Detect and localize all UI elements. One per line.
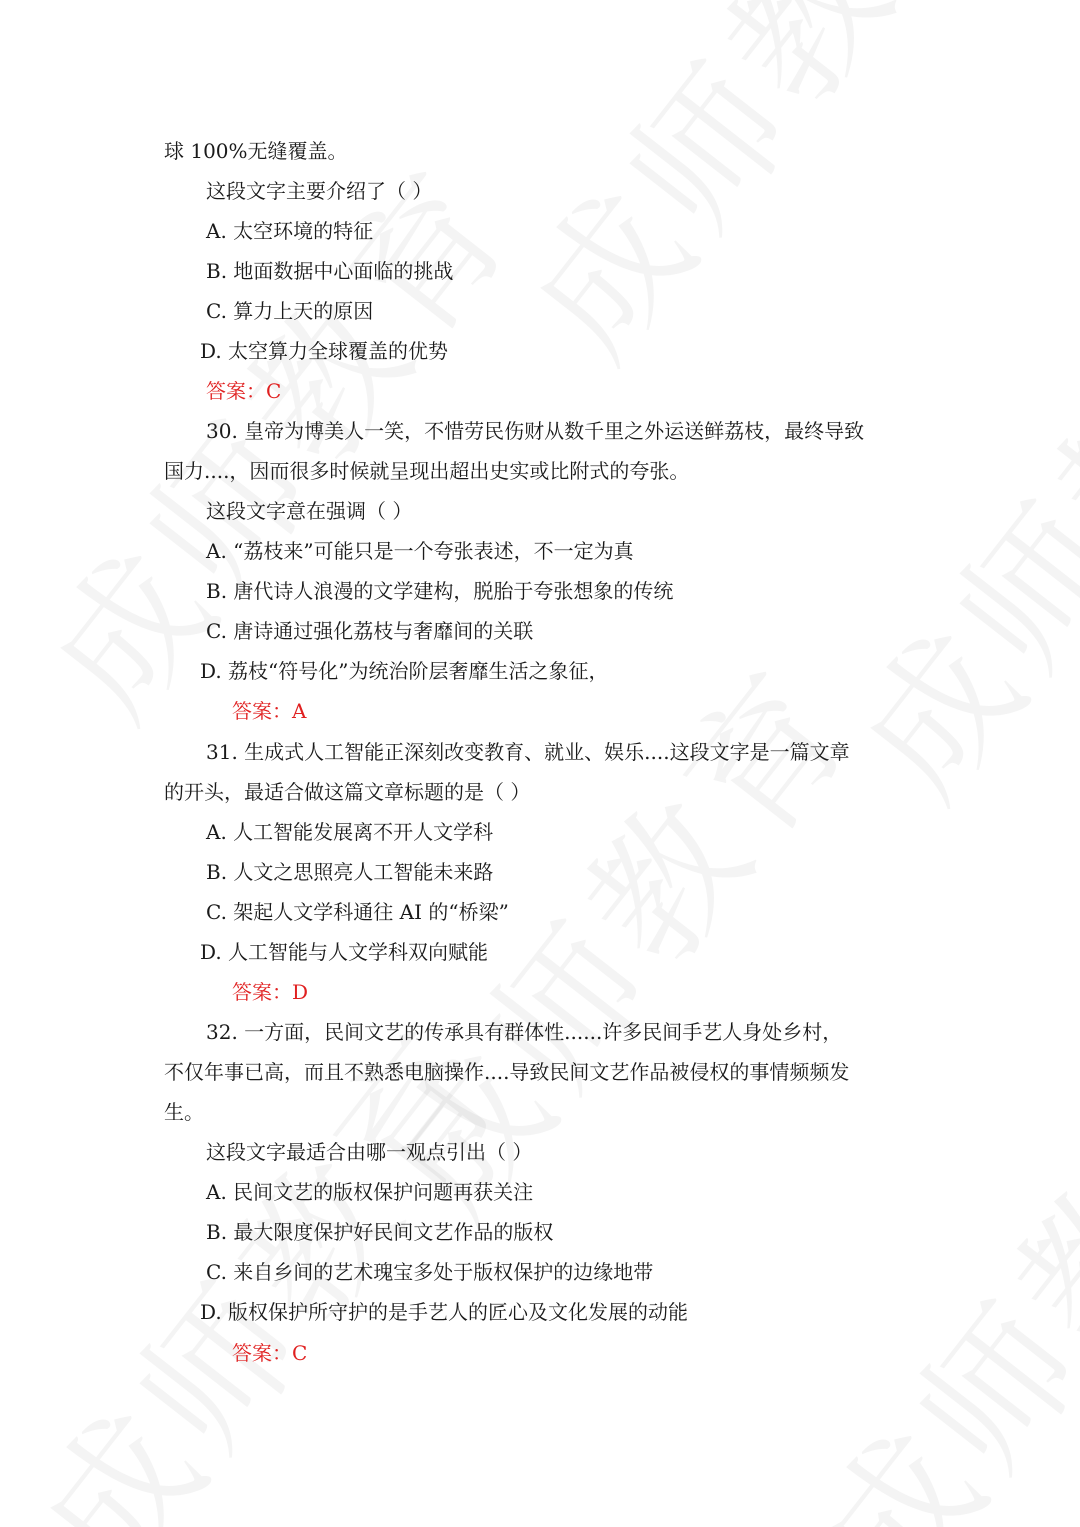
watermark [470,0,1034,393]
option-c: C. 架起人文学科通往 AI 的“桥梁” [206,900,509,924]
question-32-text: 生。 [164,1100,204,1124]
option-b: B. 唐代诗人浪漫的文学建构，脱胎于夸张想象的传统 [206,579,674,603]
option-b: B. 最大限度保护好民间文艺作品的版权 [206,1220,554,1244]
option-b: B. 人文之思照亮人工智能未来路 [206,860,494,884]
text-line: 球 100%无缝覆盖。 [164,139,348,163]
question-stem: 这段文字意在强调（ ） [206,499,413,523]
option-c: C. 来自乡间的艺术瑰宝多处于版权保护的边缘地带 [206,1260,654,1284]
option-d: D. 版权保护所守护的是手艺人的匠心及文化发展的动能 [200,1300,689,1324]
question-31-text: 的开头，最适合做这篇文章标题的是（ ） [164,780,531,804]
question-32-text: 不仅年事已高，而且不熟悉电脑操作....导致民间文艺作品被侵权的事情频频发 [164,1060,850,1084]
question-stem: 这段文字最适合由哪一观点引出（ ） [206,1140,533,1164]
option-a: A. 人工智能发展离不开人文学科 [206,820,494,844]
option-a: A. “荔枝来”可能只是一个夸张表述，不一定为真 [206,539,634,563]
question-32-text: 32. 一方面，民间文艺的传承具有群体性......许多民间手艺人身处乡村， [206,1020,843,1044]
answer-line: 答案：C [232,1341,308,1365]
answer-line: 答案：C [206,379,282,403]
option-d: D. 荔枝“符号化”为统治阶层奢靡生活之象征， [200,659,609,683]
option-d: D. 人工智能与人文学科双向赋能 [200,940,489,964]
option-c: C. 唐诗通过强化荔枝与奢靡间的关联 [206,619,534,643]
answer-line: 答案：D [232,980,309,1004]
option-b: B. 地面数据中心面临的挑战 [206,259,454,283]
question-31-text: 31. 生成式人工智能正深刻改变教育、就业、娱乐....这段文字是一篇文章 [206,740,850,764]
option-c: C. 算力上天的原因 [206,299,374,323]
question-30-text: 国力....，因而很多时候就呈现出超出史实或比附式的夸张。 [164,459,690,483]
answer-line: 答案：A [232,699,307,723]
question-30-text: 30. 皇帝为博美人一笑，不惜劳民伤财从数千里之外运送鲜荔枝，最终导致 [206,419,865,443]
option-a: A. 太空环境的特征 [206,219,374,243]
option-a: A. 民间文艺的版权保护问题再获关注 [206,1180,534,1204]
question-stem: 这段文字主要介绍了（ ） [206,179,433,203]
option-d: D. 太空算力全球覆盖的优势 [200,339,449,363]
